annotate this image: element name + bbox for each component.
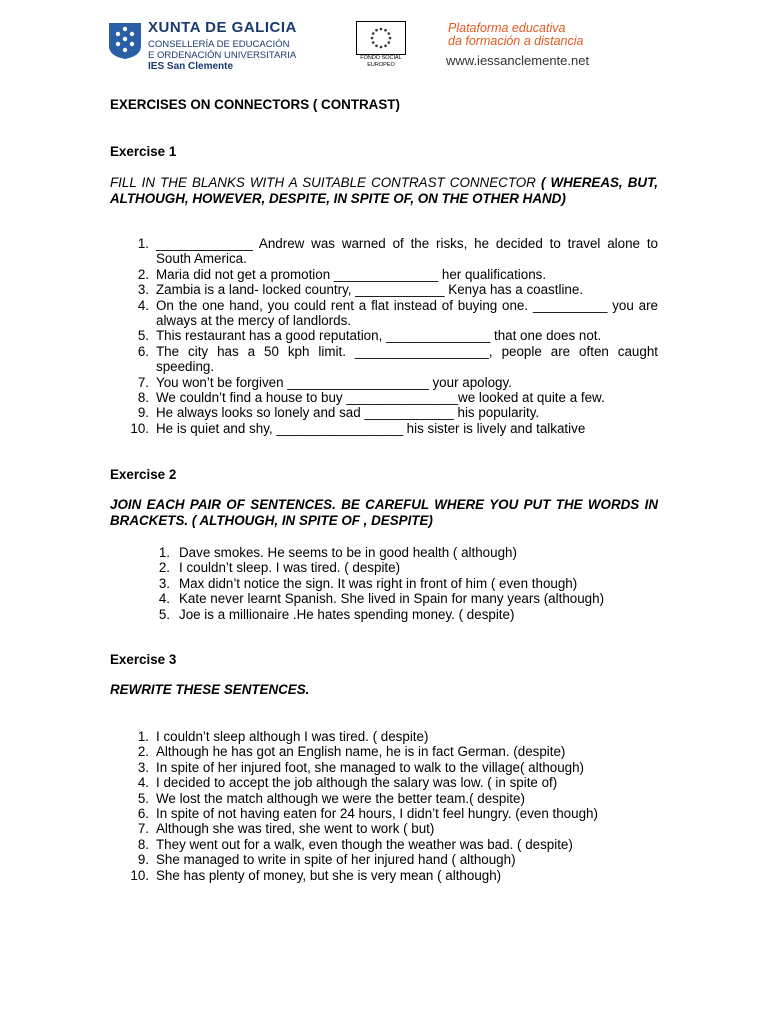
eu-flag-icon — [356, 21, 406, 55]
exercise2-list — [154, 545, 658, 622]
org-subtitle: CONSELLERÍA DE EDUCACIÓN E ORDENACIÓN UNIVERSITARIA — [148, 39, 297, 61]
exercise1-heading: Exercise 1 — [110, 144, 177, 159]
list-item: 1. _____________ Andrew was warned of the risks, he decided to travel alone to South America. — [137, 236, 658, 267]
list-item: 7. You won’t be forgiven ___________________ your apology. — [137, 374, 512, 390]
list-item: 6. In spite of not having eaten for 24 hours, I didn’t feel hungry. (even though) — [137, 806, 598, 822]
platform-title-line2: da formación a distancia — [448, 34, 584, 48]
page-title: EXERCISES ON CONNECTORS ( CONTRAST) — [110, 97, 400, 112]
list-item: 10. He is quiet and shy, _________________ his sister is lively and talkative — [130, 420, 586, 436]
exercise3-heading: Exercise 3 — [110, 652, 177, 667]
exercise1-instruction: FILL IN THE BLANKS WITH A SUITABLE CONTRAST CONNECTOR ( WHEREAS, BUT, ALTHOUGH, HOWEVER, DESPITE, IN SPITE OF, ON THE OTHER HAND) — [110, 175, 658, 206]
list-item: 5. Joe is a millionaire .He hates spending money. ( despite) — [158, 606, 515, 622]
list-item: 8. We couldn’t find a house to buy _______________we looked at quite a few. — [137, 390, 605, 406]
platform-url: www.iessanclemente.net — [446, 53, 590, 68]
list-item: 2. Although he has got an English name, he is in fact German. (despite) — [137, 744, 566, 760]
list-item: 3. Zambia is a land- locked country, ____________ Kenya has a coastline. — [137, 282, 584, 298]
page-header — [108, 18, 628, 76]
list-item: 2. Maria did not get a promotion ______________ her qualifications. — [137, 266, 547, 282]
list-item: 5. This restaurant has a good reputation, ______________ that one does not. — [137, 328, 602, 344]
org-title: XUNTA DE GALICIA — [148, 19, 297, 36]
eu-fund-label: FONDO SOCIAL EUROPEO — [360, 55, 402, 68]
exercise3-instruction: REWRITE THESE SENTENCES. — [110, 682, 310, 697]
list-item: 9. He always looks so lonely and sad ____________ his popularity. — [137, 405, 540, 421]
list-item: 2. I couldn’t sleep. I was tired. ( despite) — [158, 560, 401, 576]
list-item: 9. She managed to write in spite of her injured hand ( although) — [137, 852, 516, 868]
list-item: 8. They went out for a walk, even though the weather was bad. ( despite) — [137, 836, 573, 852]
list-item: 3. Max didn’t notice the sign. It was right in front of him ( even though) — [158, 575, 578, 591]
list-item: 3. In spite of her injured foot, she managed to walk to the village( although) — [137, 759, 585, 775]
list-item: 10. She has plenty of money, but she is very mean ( although) — [130, 867, 502, 883]
exercise1-list — [130, 236, 658, 436]
exercise2-heading: Exercise 2 — [110, 467, 177, 482]
list-item: 4. On the one hand, you could rent a flat instead of buying one. __________ you are always at the mercy of landlords. — [137, 297, 658, 329]
list-item: 4. Kate never learnt Spanish. She lived in Spain for many years (although) — [158, 591, 605, 607]
list-item: 1. Dave smokes. He seems to be in good health ( although) — [158, 545, 517, 560]
xunta-galicia-logo — [108, 22, 142, 60]
list-item: 4. I decided to accept the job although the salary was low. ( in spite of) — [137, 775, 558, 791]
list-item: 6. The city has a 50 kph limit. __________________, people are often caught speeding. — [137, 343, 658, 375]
list-item: 5. We lost the match although we were the better team.( despite) — [137, 790, 525, 806]
exercise2-instruction: JOIN EACH PAIR OF SENTENCES. BE CAREFUL WHERE YOU PUT THE WORDS IN BRACKETS. ( ALTHOUGH, IN SPITE OF , DESPITE) — [110, 497, 658, 528]
list-item: 1. I couldn’t sleep although I was tired. ( despite) — [137, 729, 429, 744]
platform-title-line1: Plataforma educativa — [448, 21, 566, 35]
list-item: 7. Although she was tired, she went to work ( but) — [137, 821, 435, 837]
exercise3-list — [130, 729, 658, 883]
school-name: IES San Clemente — [148, 61, 234, 72]
